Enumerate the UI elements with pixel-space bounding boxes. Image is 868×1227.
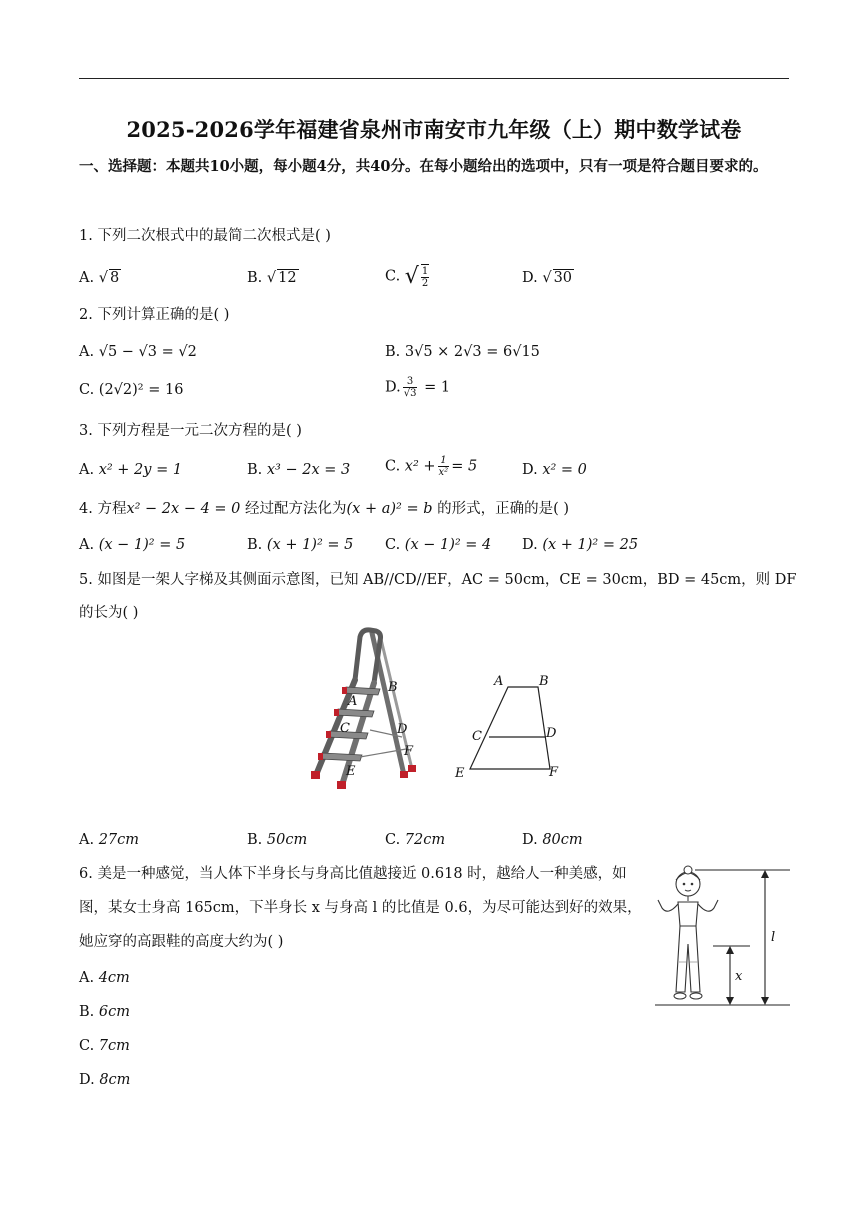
q5-option-c: C. 72cm [385,832,446,848]
question-3-stem: 3. 下列方程是一元二次方程的是( ) [79,423,302,439]
ladder-illustration [300,625,430,795]
section-heading: 一、选择题：本题共10小题，每小题4分，共40分。在每小题给出的选项中，只有一项是符合题目要求的。 [79,158,768,175]
question-2-stem: 2. 下列计算正确的是( ) [79,307,230,323]
ladder-label-c: C [340,721,350,736]
q1-option-a: A. √ 8 [79,270,120,286]
q2-option-d: D. $\frac{3}{√3}$ = 1 [385,376,451,399]
ladder-label-e: E [346,764,356,779]
trapezoid-label-f: F [549,765,559,780]
trapezoid-label-e: E [455,766,465,781]
trapezoid-diagram [450,668,570,783]
q5-option-b: B. 50cm [247,832,308,848]
q5-option-d: D. 80cm [522,832,583,848]
trapezoid-label-b: B [539,674,549,689]
trapezoid-label-c: C [472,729,482,744]
q1-option-c: C. √ $\frac{1}{2}$ [385,263,429,289]
q4-option-b: B. (x + 1)² = 5 [247,537,354,553]
woman-height-figure [655,862,790,1012]
q2-option-b: B. 3√5 × 2√3 = 6√15 [385,344,540,360]
q1-option-b: B. √ 12 [247,270,297,286]
q3-option-d: D. x² = 0 [522,462,587,478]
question-6-stem-line2: 图，某女士身高 165cm，下半身长 x 与身高 l 的比值是 0.6，为尽可能达到好的效果， [79,900,642,916]
q4-option-a: A. (x − 1)² = 5 [79,537,186,553]
q6-option-b: B. 6cm [79,1004,130,1020]
trapezoid-label-d: D [546,726,557,741]
question-5-stem-line1: 5. 如图是一架人字梯及其侧面示意图，已知 AB//CD//EF，AC = 50cm，CE = 30cm，BD = 45cm，则 DF [79,572,797,588]
question-6-stem-line1: 6. 美是一种感觉，当人体下半身长与身高比值越接近 0.618 时，越给人一种美感，如 [79,866,627,882]
ladder-label-b: B [388,680,398,695]
ladder-label-a: A [348,694,358,709]
figure-label-x: x [735,969,743,984]
header-rule [79,78,789,79]
question-5-stem-line2: 的长为( ) [79,605,139,621]
q2-option-a: A. √5 − √3 = √2 [79,344,197,360]
page-title: 2025-2026学年福建省泉州市南安市九年级（上）期中数学试卷 [126,117,742,142]
q3-option-a: A. x² + 2y = 1 [79,462,183,478]
q6-option-a: A. 4cm [79,970,130,986]
ladder-label-f: F [404,744,414,759]
q6-option-d: D. 8cm [79,1072,131,1088]
q4-option-d: D. (x + 1)² = 25 [522,537,639,553]
q3-option-b: B. x³ − 2x = 3 [247,462,351,478]
q2-option-c: C. (2√2)² = 16 [79,382,184,398]
q6-option-c: C. 7cm [79,1038,130,1054]
ladder-label-d: D [397,722,408,737]
question-1-stem: 1. 下列二次根式中的最简二次根式是( ) [79,228,331,244]
q5-option-a: A. 27cm [79,832,140,848]
question-6-stem-line3: 她应穿的高跟鞋的高度大约为( ) [79,934,284,950]
question-4-stem: 4. 方程x² − 2x − 4 = 0 经过配方法化为(x + a)² = b 的形式，正确的是( ) [79,501,570,517]
q4-option-c: C. (x − 1)² = 4 [385,537,492,553]
q3-option-c: C. x² + $\frac{1}{\text{x²}}$ = 5 [385,455,478,478]
figure-label-l: l [771,930,776,945]
q1-option-d: D. √ 30 [522,270,573,286]
trapezoid-label-a: A [494,674,504,689]
